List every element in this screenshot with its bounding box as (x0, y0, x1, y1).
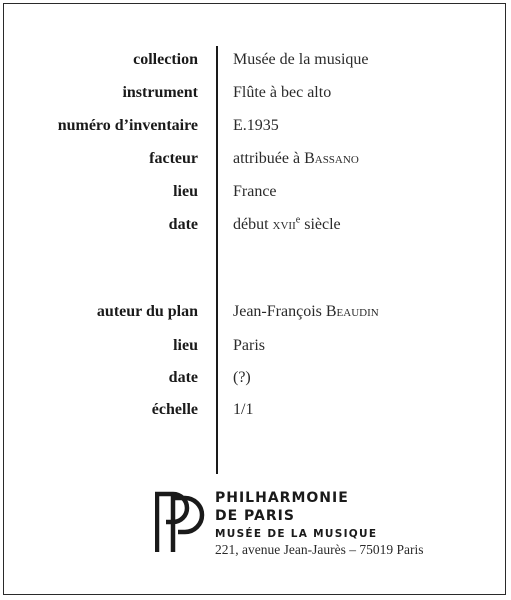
row-echelle (0, 398, 511, 422)
date-century: xvii (272, 216, 296, 233)
facteur-prefix: attribuée à (233, 150, 301, 167)
row-facteur (0, 147, 511, 171)
row-inventaire (0, 114, 511, 138)
row-lieu-2 (0, 334, 511, 358)
facteur-value (233, 147, 359, 171)
inventaire-label: numéro d’inventaire (57, 117, 198, 134)
date-label: date (168, 216, 198, 233)
lieu-label: lieu (173, 183, 198, 200)
collection-label: collection (133, 51, 198, 68)
row-collection (0, 48, 511, 72)
brand-line-2: DE PARIS (215, 508, 295, 524)
date-prefix: début (233, 216, 269, 233)
lieu-value: France (233, 183, 277, 200)
auteur-name: Beaudin (325, 303, 379, 320)
row-date-1 (0, 213, 511, 237)
auteur-label: auteur du plan (96, 303, 198, 320)
brand-line-1: PHILHARMONIE (215, 490, 349, 506)
facteur-name: Bassano (304, 150, 359, 167)
instrument-label: instrument (122, 84, 198, 101)
date-value (233, 213, 341, 237)
echelle-value: 1/1 (233, 401, 254, 418)
collection-value: Musée de la musique (233, 51, 369, 68)
row-instrument (0, 81, 511, 105)
lieu-label-2: lieu (173, 337, 198, 354)
date-value-2: (?) (233, 369, 251, 386)
lieu-value-2: Paris (233, 337, 265, 354)
row-date-2 (0, 366, 511, 390)
address: 221, avenue Jean-Jaurès – 75019 Paris (215, 542, 424, 557)
instrument-value: Flûte à bec alto (233, 84, 332, 101)
row-auteur (0, 300, 511, 324)
brand-line-3: MUSÉE DE LA MUSIQUE (215, 528, 378, 540)
date-label-2: date (168, 369, 198, 386)
auteur-prefix: Jean-François (233, 303, 322, 320)
date-suffix: siècle (304, 216, 341, 233)
row-lieu-1 (0, 180, 511, 204)
facteur-label: facteur (149, 150, 198, 167)
inventaire-value: E.1935 (233, 117, 279, 134)
echelle-label: échelle (151, 401, 198, 418)
auteur-value (233, 300, 379, 324)
date-sup: e (295, 214, 301, 226)
philharmonie-logo-icon (155, 490, 207, 554)
